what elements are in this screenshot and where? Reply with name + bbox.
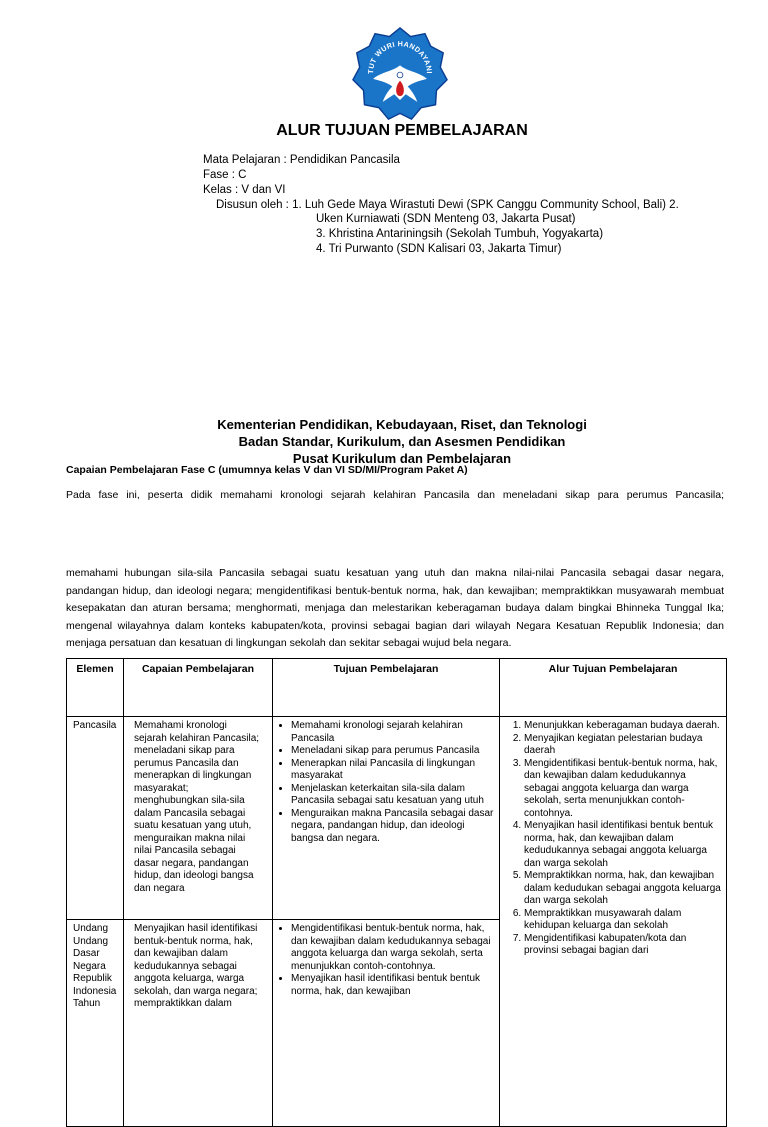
tujuan-cell [273, 920, 500, 1127]
tujuan-list [277, 720, 495, 845]
list-item: 2. Menyajikan kegiatan pelestarian budaya daerah [524, 733, 722, 758]
author-line-4: 4. Tri Purwanto (SDN Kalisari 03, Jakarta Timur) [316, 243, 562, 255]
agency-name: Badan Standar, Kurikulum, dan Asesmen Pendidikan [238, 434, 566, 449]
table-row [67, 717, 727, 920]
subject-line: Mata Pelajaran : Pendidikan Pancasila [203, 154, 400, 166]
list-item: • Menyajikan hasil identifikasi bentuk bentuk norma, hak, dan kewajiban [291, 973, 495, 998]
tut-wuri-handayani-logo [352, 27, 448, 123]
phase-line: Fase : C [203, 169, 247, 181]
list-item: 4. Menyajikan hasil identifikasi bentuk bentuk norma, hak, dan kewajiban dalam kedudukannya sebagai anggota keluarga dan warga sekolah [524, 820, 722, 870]
list-item: 5. Mempraktikkan norma, hak, dan kewajiban dalam kedudukan sebagai anggota keluarga dan warga sekolah [524, 870, 722, 908]
center-name: Pusat Kurikulum dan Pembelajaran [292, 451, 512, 466]
alur-cell [500, 717, 727, 1127]
grade-line: Kelas : V dan VI [203, 184, 286, 196]
ministry-name: Kementerian Pendidikan, Kebudayaan, Riset, dan Teknologi [217, 417, 587, 432]
list-item: • Meneladani sikap para perumus Pancasila [291, 745, 495, 758]
capaian-cell: Memahami kronologi sejarah kelahiran Pancasila; meneladani sikap para perumus Pancasila dan menerapkan di lingkungan masyarakat; menghubungkan sila-sila dalam Pancasila sebagai suatu kesatuan yang utuh, menguraikan makna nilai nilai Pancasila sebagai dasar negara, pandangan hidup, dan ideologi bangsa dan negara [124, 717, 273, 920]
table-header-row [67, 659, 727, 717]
list-item: • Menguraikan makna Pancasila sebagai dasar negara, pandangan hidup, dan ideologi bangsa dan negara. [291, 808, 495, 846]
tujuan-list [277, 923, 495, 998]
list-item: • Mengidentifikasi bentuk-bentuk norma, hak, dan kewajiban dalam kedudukannya sebagai anggota keluarga dan warga sekolah, serta menunjukkan contoh-contohnya. [291, 923, 495, 973]
capaian-cell: Menyajikan hasil identifikasi bentuk-bentuk norma, hak, dan kewajiban dalam kedudukannya sebagai anggota keluarga, warga sekolah, dan warga negara; mempraktikkan dalam [124, 920, 273, 1127]
author-line-1: Disusun oleh : 1. Luh Gede Maya Wirastuti Dewi (SPK Canggu Community School, Bali) 2. [216, 199, 679, 211]
header-elemen: Elemen [67, 659, 124, 717]
header-tujuan: Tujuan Pembelajaran [273, 659, 500, 717]
list-item: 6. Mempraktikkan musyawarah dalam kehidupan keluarga dan sekolah [524, 908, 722, 933]
list-item: 1. Menunjukkan keberagaman budaya daerah. [524, 720, 722, 733]
elemen-cell: Undang Undang Dasar Negara Republik Indonesia Tahun [67, 920, 124, 1127]
list-item: 3. Mengidentifikasi bentuk-bentuk norma, hak, dan kewajiban dalam kedudukannya sebagai anggota keluarga dan warga sekolah, serta menunjukkan contoh-contohnya. [524, 758, 722, 821]
list-item: • Menerapkan nilai Pancasila di lingkungan masyarakat [291, 758, 495, 783]
author-line-2: Uken Kurniawati (SDN Menteng 03, Jakarta Pusat) [316, 213, 576, 225]
list-item: • Memahami kronologi sejarah kelahiran Pancasila [291, 720, 495, 745]
atp-table [66, 658, 727, 1127]
header-alur: Alur Tujuan Pembelajaran [500, 659, 727, 717]
svg-text:TUT WURI HANDAYANI: TUT WURI HANDAYANI [366, 39, 434, 75]
header-capaian: Capaian Pembelajaran [124, 659, 273, 717]
list-item: • Menjelaskan keterkaitan sila-sila dalam Pancasila sebagai satu kesatuan yang utuh [291, 783, 495, 808]
tujuan-cell [273, 717, 500, 920]
document-title: ALUR TUJUAN PEMBELAJARAN [276, 122, 528, 139]
alur-list [504, 720, 722, 958]
author-line-3: 3. Khristina Antariningsih (Sekolah Tumbuh, Yogyakarta) [316, 228, 604, 240]
cp-paragraph-2: memahami hubungan sila-sila Pancasila sebagai suatu kesatuan yang utuh dan makna nilai-nilai Pancasila sebagai dasar negara, pandangan hidup, dan ideologi negara; mengidentifikasi bentuk-bentuk norma, hak, dan kewajiban; mempraktikkan musyawarah membuat kesepakatan dan aturan bersama; menghormati, menjaga dan melestarikan keberagaman budaya dalam bingkai Bhinneka Tunggal Ika; mengenal wilayahnya dalam konteks kabupaten/kota, provinsi sebagai bagian dari wilayah Negara Kesatuan Republik Indonesia; dan menjaga persatuan dan kesatuan di lingkungan sekolah dan sekitar sebagai wujud bela negara. [66, 567, 724, 650]
cp-paragraph-1: Pada fase ini, peserta didik memahami kronologi sejarah kelahiran Pancasila dan meneladani sikap para perumus Pancasila; [66, 489, 724, 501]
list-item: 7. Mengidentifikasi kabupaten/kota dan provinsi sebagai bagian dari [524, 933, 722, 958]
elemen-cell: Pancasila [67, 717, 124, 920]
ministry-header [0, 416, 768, 467]
cp-heading: Capaian Pembelajaran Fase C (umumnya kelas V dan VI SD/MI/Program Paket A) [66, 464, 468, 476]
